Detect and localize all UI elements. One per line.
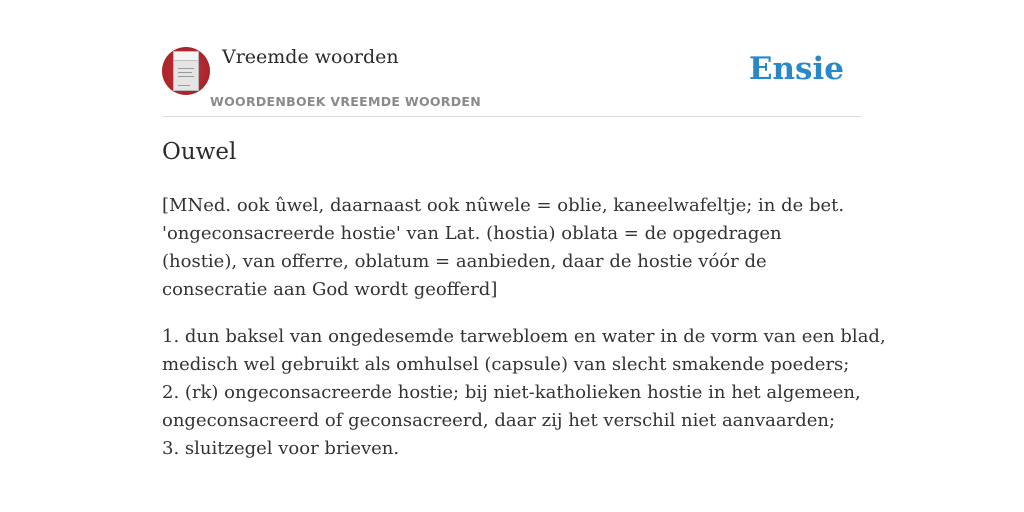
definition-line: 3. sluitzegel voor brieven. <box>162 438 400 459</box>
etymology-text: [MNed. ook ûwel, daarnaast ook nûwele = oblie, kaneelwafeltje; in de bet. 'ongeconsacreerde hostie' van Lat. (hostia) oblata = de opgedragen (hostie), van offerre, oblatum = aanbieden, daar de hostie vóór de consecratie aan God wordt geofferd] <box>162 195 845 300</box>
book-cover-icon <box>173 51 199 91</box>
definition-line: 2. (rk) ongeconsacreerde hostie; bij niet-katholieken hostie in het algemeen, <box>162 382 861 403</box>
site-title[interactable]: Vreemde woorden <box>222 46 399 68</box>
dictionary-subtitle[interactable]: WOORDENBOEK VREEMDE WOORDEN <box>210 94 481 109</box>
definition-line: 1. dun baksel van ongedesemde tarwebloem en water in de vorm van een blad, <box>162 326 886 347</box>
entry-title: Ouwel <box>162 139 237 165</box>
definition-line: medisch wel gebruikt als omhulsel (capsule) van slecht smakende poeders; <box>162 354 850 375</box>
definition-text <box>162 323 886 463</box>
definition-line: ongeconsacreerd of geconsacreerd, daar zij het verschil niet aanvaarden; <box>162 410 836 431</box>
ensie-logo[interactable]: Ensie <box>748 51 844 87</box>
dictionary-avatar[interactable] <box>162 47 210 95</box>
header <box>162 44 862 117</box>
